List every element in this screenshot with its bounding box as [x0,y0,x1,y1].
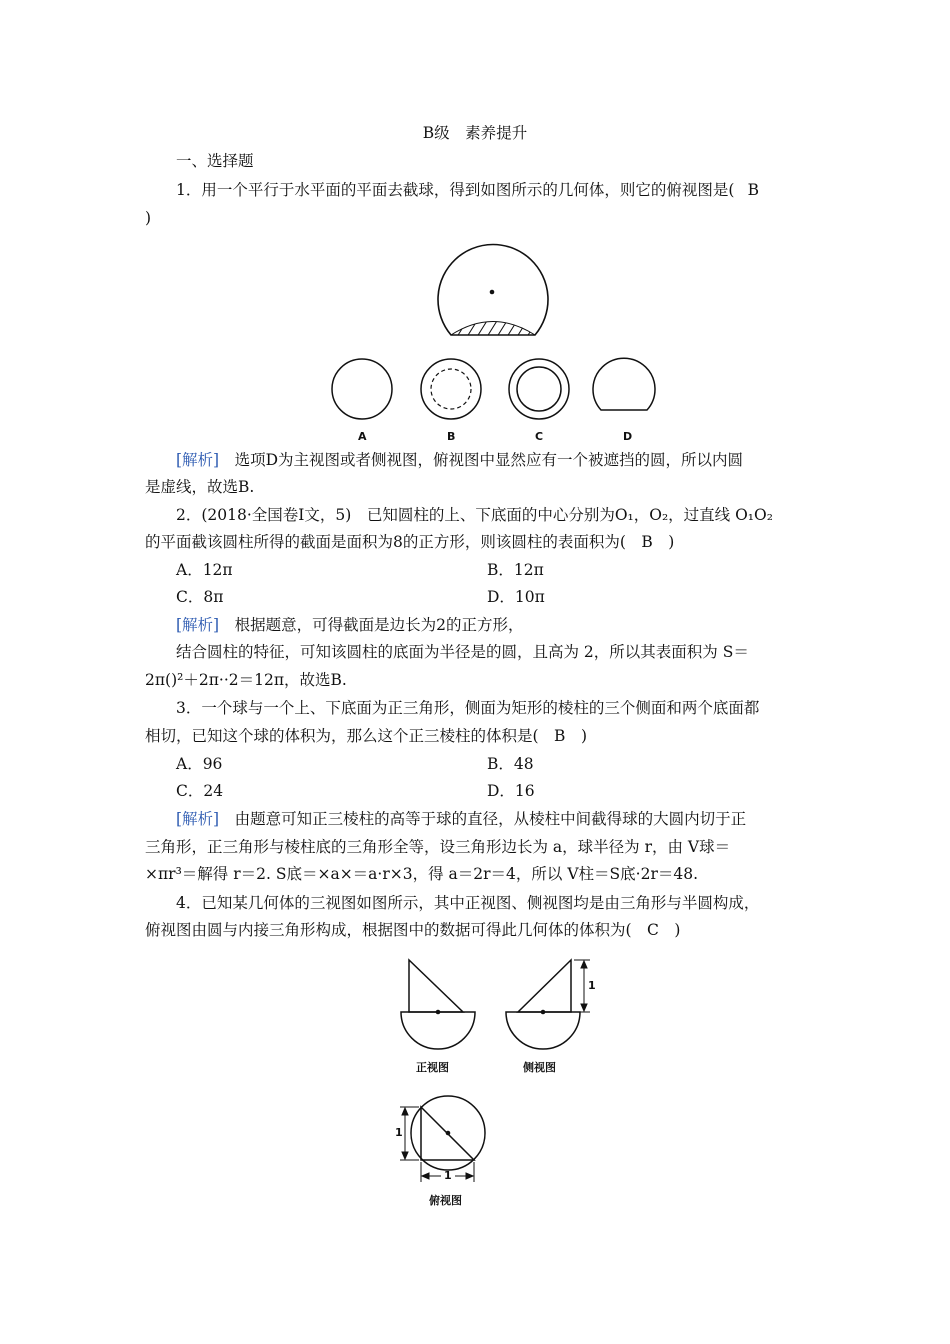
q1-jiexi-text: 选项D为主视图或者侧视图，俯视图中显然应有一个被遮挡的圆，所以内圆 [219,451,744,469]
side-dim-label: 1 [588,979,596,992]
q2-option-b: B．12π [487,561,544,579]
q3-option-c: C．24 [176,782,224,800]
front-view-label: 正视图 [416,1061,449,1074]
q4-stem: 4．已知某几何体的三视图如图所示，其中正视图、侧视图均是由三角形与半圆构成， [176,894,760,912]
q2-option-c: C．8π [176,588,224,606]
q4-stem-cont: 俯视图由圆与内接三角形构成，根据图中的数据可得此几何体的体积为( C ) [145,921,681,939]
q1-answer: B [747,181,760,199]
q3-stem: 3．一个球与一个上、下底面为正三角形，侧面为矩形的棱柱的三个侧面和两个底面都 [176,699,760,717]
side-view-shape [506,960,580,1049]
q1-jiexi-tag: [解析] [176,451,220,469]
fig-label-c: C [535,430,544,443]
q2-jiexi-line3: 2π()²＋2π··2＝12π，故选B. [145,671,347,689]
q1-jiexi-cont: 是虚线，故选B. [145,478,255,496]
q3-stem-cont: 相切，已知这个球的体积为，那么这个正三棱柱的体积是( B ) [145,727,587,745]
side-view-label: 侧视图 [523,1061,556,1074]
q2-jiexi-tag: [解析] [176,616,220,634]
q2-option-d: D．10π [487,588,545,606]
q2-stem-cont: 的平面截该圆柱所得的截面是面积为8的正方形，则该圆柱的表面积为( B ) [145,533,675,551]
q3-option-a: A．96 [176,755,223,773]
top-dim-label-vertical: 1 [395,1126,403,1139]
fig-label-d: D [623,430,633,443]
q3-jiexi-tag: [解析] [176,810,220,828]
q3-option-d: D．16 [487,782,535,800]
section-heading: 一、选择题 [176,152,254,170]
q3-jiexi-line3: ×πr³＝解得 r＝2. S底＝×a×＝a·r×3，得 a＝2r＝4，所以 V柱＝S底·2r＝48. [145,865,698,883]
q3-jiexi-line2: 三角形，正三角形与棱柱底的三角形全等，设三角形边长为 a，球半径为 r，由 V球＝ [145,838,731,856]
q2-jiexi-text: 根据题意，可得截面是边长为2的正方形， [219,616,524,634]
q2-stem: 2．(2018·全国卷Ⅰ文，5) 已知圆柱的上、下底面的中心分别为O₁，O₂，过直线 O₁O₂ [176,506,773,524]
q2-jiexi-line2: 结合圆柱的特征，可知该圆柱的底面为半径是的圆，且高为 2，所以其表面积为 S＝ [176,643,749,661]
q1-stem-text: 1．用一个平行于水平面的平面去截球，得到如图所示的几何体，则它的俯视图是( [176,181,735,199]
q2-option-a: A．12π [176,561,233,579]
top-view-label: 俯视图 [429,1194,462,1207]
page-title: B级 素养提升 [422,124,528,142]
front-view-shape [401,960,475,1049]
fig-label-b: B [447,430,456,443]
fig-label-a: A [358,430,367,443]
top-dim-label-horizontal: 1 [444,1169,452,1182]
q1-stem-close: ) [145,209,152,227]
q3-jiexi-text: 由题意可知正三棱柱的高等于球的直径，从棱柱中间截得球的大圆内切于正 [219,810,747,828]
q3-option-b: B．48 [487,755,534,773]
top-dimension-markers [400,1107,474,1182]
